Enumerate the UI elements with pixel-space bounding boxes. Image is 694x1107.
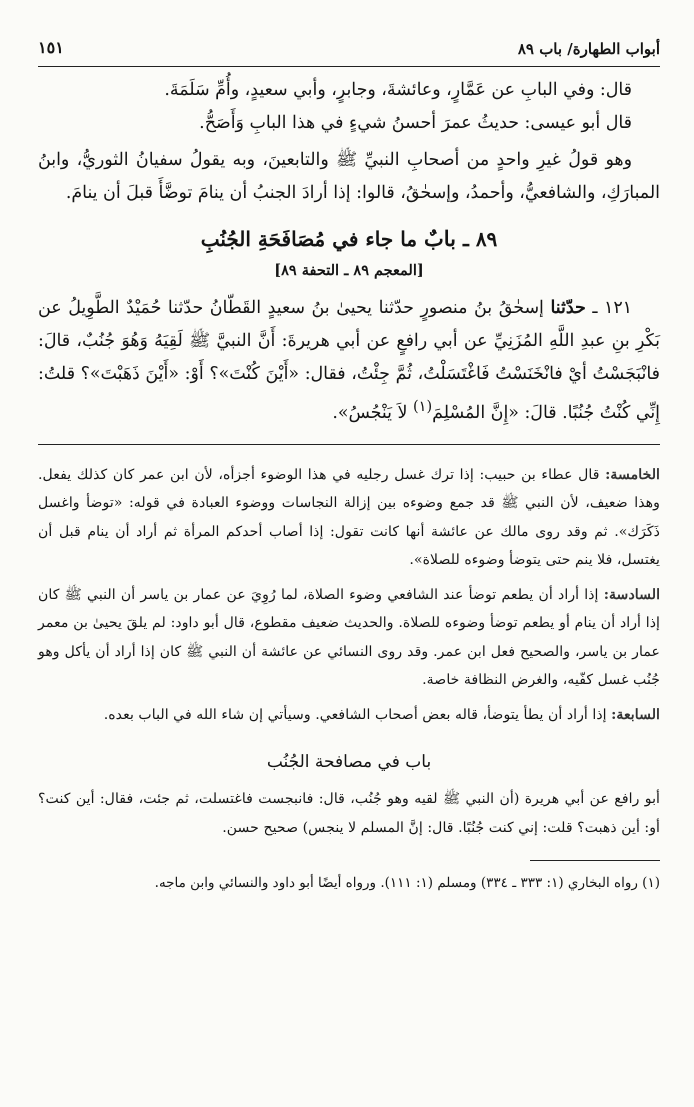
hadith-end: لاَ يَنْجُسُ». [332, 402, 408, 423]
header-rule [38, 66, 660, 67]
note-sixth [38, 581, 660, 695]
note-fifth [38, 461, 660, 575]
chapter-word: بابٌ [424, 226, 457, 251]
note-fifth-label: الخامسة: [605, 466, 660, 483]
note-seventh-text: إذا أراد أن يطأ يتوضأ، قاله بعض أصحاب الشافعي. وسيأتي إن شاء الله في الباب بعده. [103, 706, 607, 723]
commentary-divider [38, 444, 660, 445]
chapter-title [38, 222, 660, 256]
running-title: أبواب الطهارة/ باب ٨٩ [517, 40, 660, 58]
note-sixth-text: إذا أراد أن يطعم توضأ عند الشافعي وضوء الصلاة، لما رُوِيَ عن عمار بن ياسر أن النبي ﷺ كان إذا أراد أن ينام أو يطعم توضأ وضوءه للصلاة. والحديث ضعيف مقطوع، قال أبو داود: لم يلقَ يحيىٰ بن معمر عمار بن ياسر، والصحيح فعل ابن عمر. وقد روى النسائي عن عائشة أن النبي ﷺ كان إذا أراد أن يأكل وهو جُنُب غسل كفّيه، والغرض النظافة خاصة. [38, 586, 660, 689]
book-page [38, 30, 660, 1090]
hadith-121 [38, 292, 660, 430]
commentary-subheading: باب في مصافحة الجُنُب [266, 752, 432, 773]
hadith-text: إسحٰقُ بنُ منصورٍ حدّثنا يحيىٰ بنُ سعيدٍ القَطّانُ حدّثنا حُمَيْدٌ الطَّوِيلُ عن بَكْرِ بنِ عبدِ اللَّهِ المُزَنِيِّ عن أبي رافعٍ عن أبي هريرةَ: أَنَّ النبيَّ ﷺ لَقِيَهُ وَهُوَ جُنُبٌ، قالَ: فانْبَجَسْتُ أيْ فانْخَنَسْتُ فَاغْتَسَلْتُ، ثُمَّ جِئْتُ، فقال: «أَيْنَ كُنْتَ»؟ أَوْ: «أَيْنَ ذَهَبْتَ»؟ قلتُ: إِنِّي كُنْتُ جُنُبًا. قالَ: «إِنَّ المُسْلِمَ [38, 298, 660, 423]
paragraph-3: وهو قولُ غيرِ واحدٍ من أصحابِ النبيِّ ﷺ والتابعينَ، وبه يقولُ سفيانُ الثوريُّ، وابنُ المبارَكِ، والشافعيُّ، وأحمدُ، وإسحٰقُ، قالوا: إذا أرادَ الجنبُ أن ينامَ توضَّأَ قبلَ أن ينامَ. [38, 150, 660, 203]
note-fifth-text: قال عطاء بن حبيب: إذا ترك غسل رجليه في هذا الوضوء أجزأه، لأن ابن عمر كان كذلك يفعل. وهذا ضعيف، لأن النبي ﷺ قد جمع وضوءه بين إزالة النجاسات ووضوء العبادة في قوله: «توضأ واغسل ذَكَرَك». ثم وقد روى مالك عن عائشة أنها كانت تقول: إذا أصاب أحدكم المرأة ثم أراد أن ينام قبل أن يغتسل، فلا ينم حتى يتوضأ وضوءه للصلاة». [38, 466, 660, 569]
footnote-marker: (١) [412, 399, 433, 415]
footnote: (١) رواه البخاري (١: ٣٣٣ ـ ٣٣٤) ومسلم (١: ١١١). ورواه أيضًا أبو داود والنسائي وابن ماجه. [154, 875, 660, 892]
note-sixth-label: السادسة: [603, 586, 661, 603]
page-header [38, 30, 660, 64]
main-text [38, 74, 660, 430]
hadith-number: ١٢١ ـ [592, 298, 633, 318]
page-number: ١٥١ [38, 38, 64, 57]
paragraph-1: قال: وفي البابِ عن عَمَّارٍ، وعائشةَ، وجابرٍ، وأبي سعيدٍ، وأُمِّ سَلَمَةَ. [164, 80, 632, 100]
page-content [38, 74, 660, 895]
paragraph-2: قال أبو عيسى: حديثُ عمرَ أحسنُ شيءٍ في هذا البابِ وَأَصَحُّ. [199, 113, 632, 133]
note-seventh-label: السابعة: [611, 706, 660, 723]
footnote-divider [530, 860, 660, 861]
commentary-summary: أبو رافع عن أبي هريرة (أن النبي ﷺ لقيه وهو جُنُب، قال: فانبجست فاغتسلت، ثم جئت، فقال: أين كنت؟ أو: أين ذهبت؟ قلت: إني كنت جُنُبًا. قال: إنَّ المسلم لا ينجس) صحيح حسن. [38, 791, 660, 836]
commentary [38, 461, 660, 843]
chapter-name: ما جاء في مُصَافَحَةِ الجُنُبِ [200, 227, 418, 251]
chapter-reference: [المعجم ٨٩ ـ التحفة ٨٩] [274, 262, 424, 279]
hadith-haddathana: حدّثنا [550, 298, 586, 318]
chapter-number: ٨٩ ـ [462, 227, 498, 251]
note-seventh [38, 701, 660, 730]
